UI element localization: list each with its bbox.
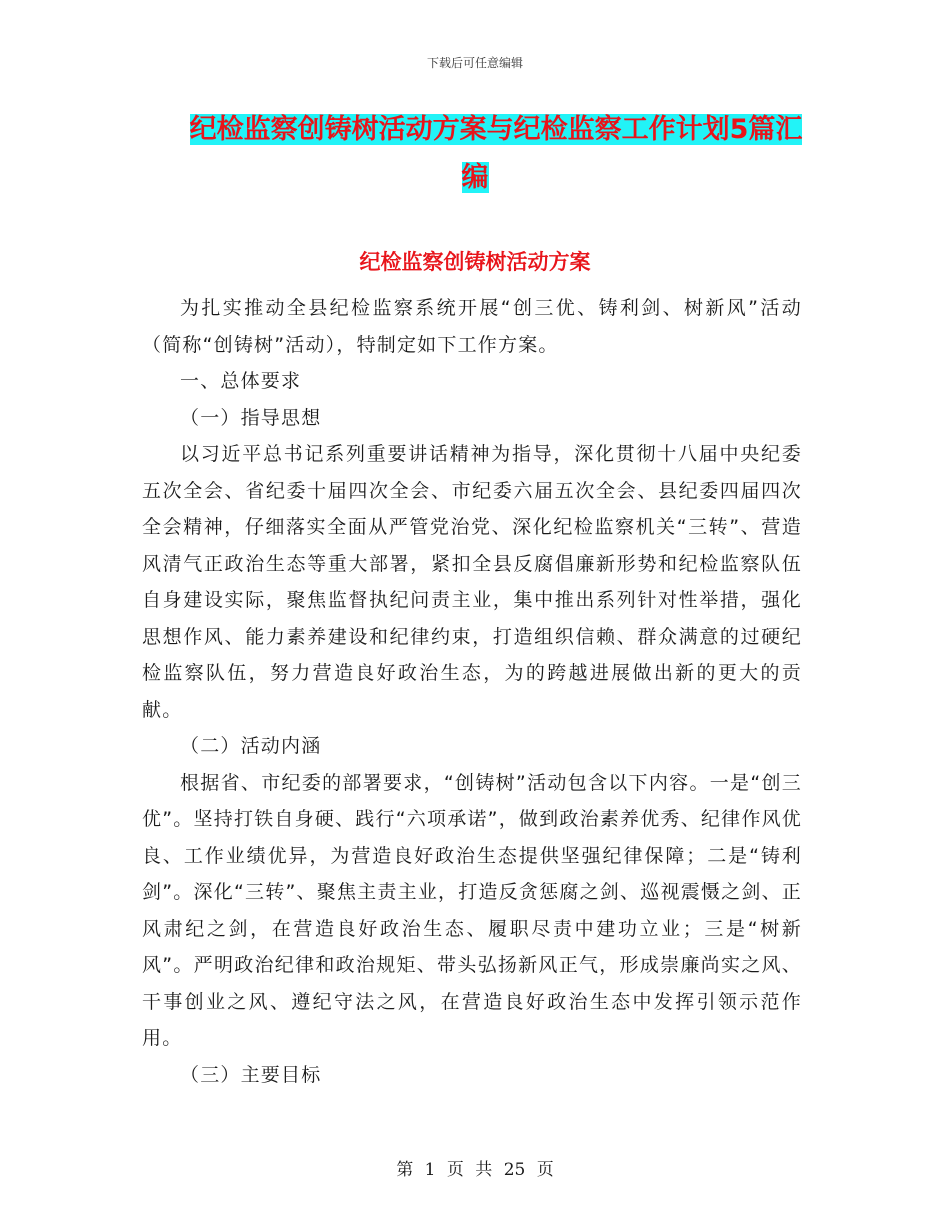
- heading-general-requirements: 一、总体要求: [180, 370, 302, 392]
- paragraph-intro: 为扎实推动全县纪检监察系统开展“创三优、铸利剑、树新风”活动（简称“创铸树”活动），特制定如下工作方案。: [142, 297, 802, 356]
- paragraph-guiding-thought: 以习近平总书记系列重要讲话精神为指导，深化贯彻十八届中央纪委五次全会、省纪委十届四次全会、市纪委六届五次全会、县纪委四届四次全会精神，仔细落实全面从严管党治党、深化纪检监察机关“三转”、营造风清气正政治生态等重大部署，紧扣全县反腐倡廉新形势和纪检监察队伍自身建设实际，聚焦监督执纪问责主业，集中推出系列针对性举措，强化思想作风、能力素养建设和纪律约束，打造组织信赖、群众满意的过硬纪检监察队伍，努力营造良好政治生态，为的跨越进展做出新的更大的贡献。: [142, 443, 802, 721]
- heading-main-goals: （三）主要目标: [180, 1063, 322, 1086]
- document-title-line-1: 纪检监察创铸树活动方案与纪检监察工作计划5篇汇: [189, 114, 803, 145]
- section-title: 纪检监察创铸树活动方案: [359, 250, 591, 274]
- heading-guiding-thought: （一）指导思想: [180, 406, 322, 429]
- paragraph-activity-content: 根据省、市纪委的部署要求，“创铸树”活动包含以下内容。一是“创三优”。坚持打铁自身硬、践行“六项承诺”，做到政治素养优秀、纪律作风优良、工作业绩优异，为营造良好政治生态提供坚强纪律保障；二是“铸利剑”。深化“三转”、聚焦主责主业，打造反贪惩腐之剑、巡视震慑之剑、正风肃纪之剑，在营造良好政治生态、履职尽责中建功立业；三是“树新风”。严明政治纪律和政治规矩、带头弘扬新风正气，形成崇廉尚实之风、干事创业之风、遵纪守法之风，在营造良好政治生态中发挥引领示范作用。: [142, 771, 802, 1049]
- page-number: 第 1 页 共 25 页: [396, 1160, 554, 1180]
- document-body: [142, 290, 802, 1093]
- document-title-line-2: 编: [461, 162, 489, 193]
- page-header-note: 下载后可任意编辑: [426, 56, 523, 70]
- heading-activity-content: （二）活动内涵: [180, 735, 322, 757]
- document-title: [0, 106, 950, 202]
